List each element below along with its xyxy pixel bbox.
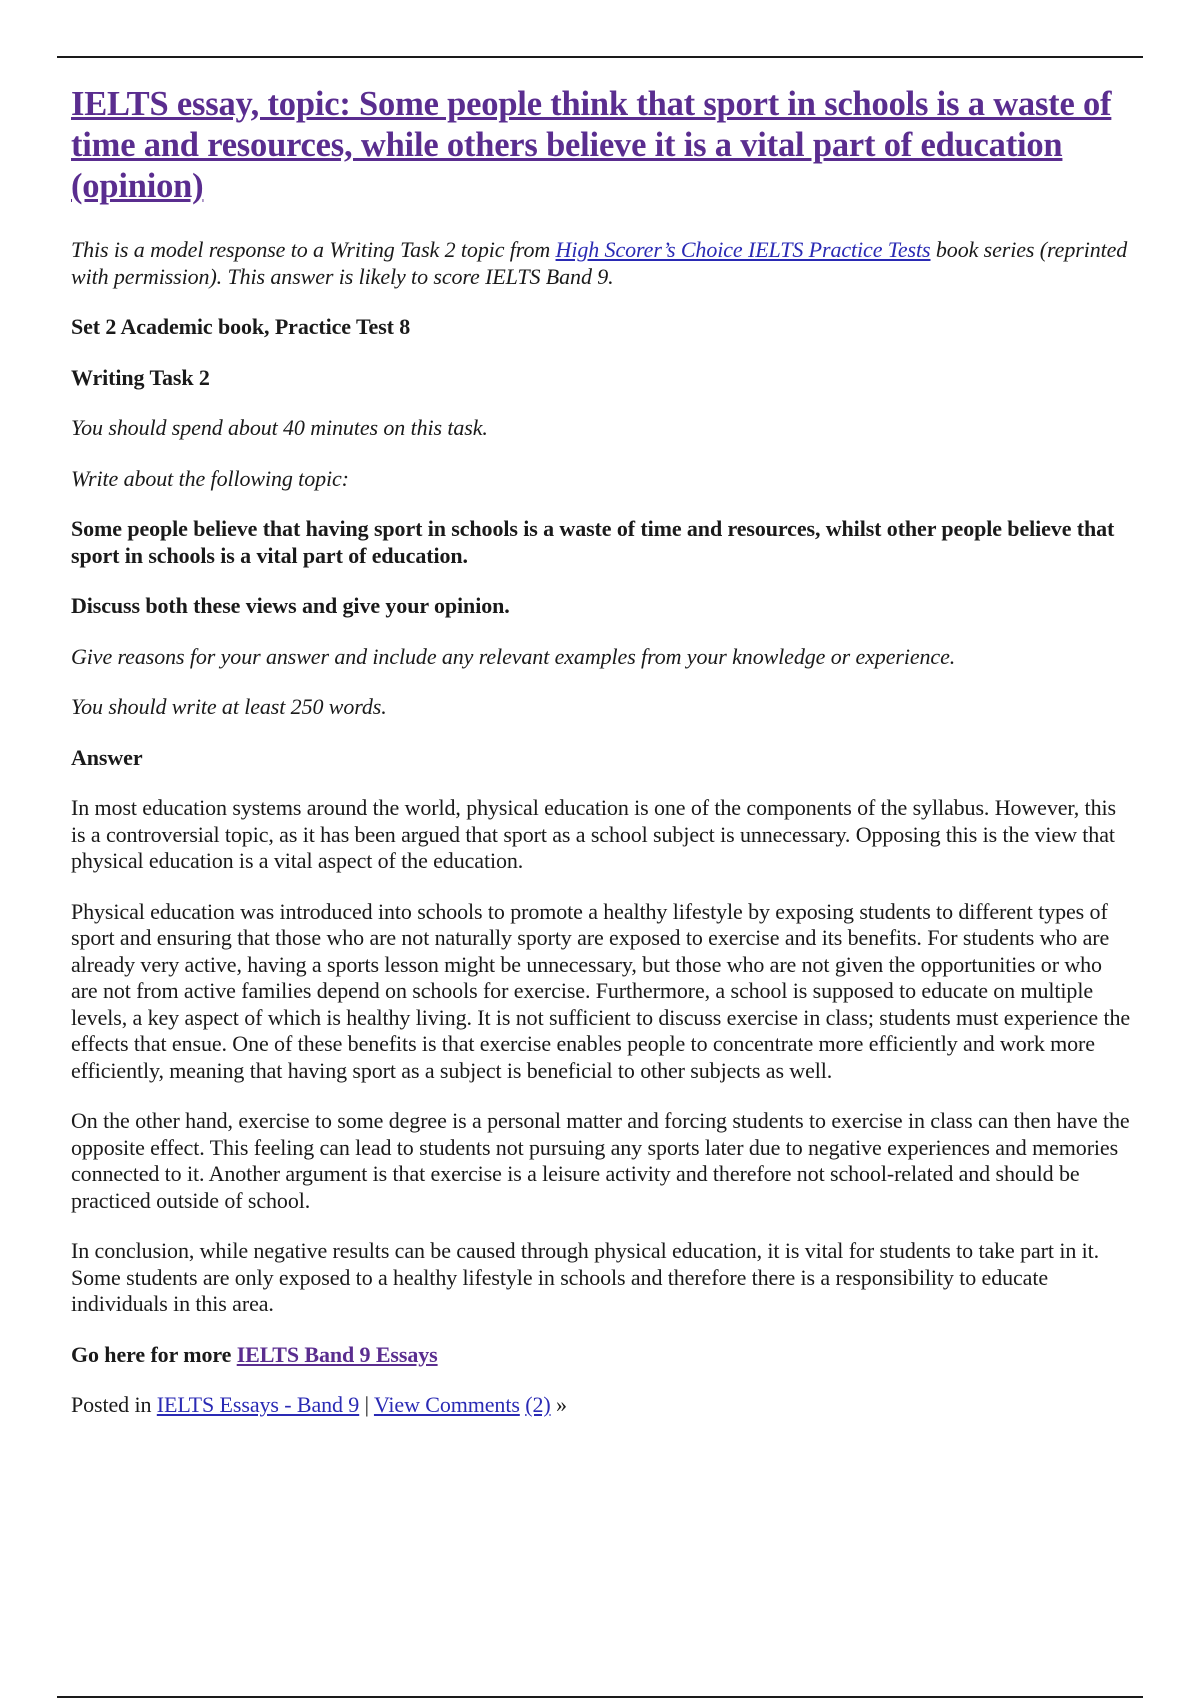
intro-suffix: book series (reprinted with permission). This answer is likely to score IELTS Band 9. [71, 237, 1128, 289]
word-instruction: You should write at least 250 words. [71, 694, 387, 719]
topic-instruction: Write about the following topic: [71, 465, 349, 491]
footer-separator: | [359, 1392, 374, 1417]
article [71, 84, 1131, 1419]
task-label: Writing Task 2 [71, 364, 210, 390]
answer-paragraph-2: Physical education was introduced into schools to promote a healthy lifestyle by exposing students to different types of sport and ensuring that those who are not naturally sporty are exposed to exercise and its benefits. For students who are already very active, having a sports lesson might be unnecessary, but those who are not given the opportunities or who are not from active families depend on schools for exercise. Furthermore, a school is supposed to educate on multiple levels, a key aspect of which is healthy living. It is not sufficient to discuss exercise in class; students must experience the effects that ensue. One of these benefits is that exercise enables people to concentrate more efficiently and work more efficiently, meaning that having sport as a subject is beneficial to other subjects as well. [71, 898, 1131, 1083]
footer-trail: » [550, 1392, 567, 1417]
intro-note [71, 237, 1131, 290]
essay-prompt: Some people believe that having sport in schools is a waste of time and resources, whilst other people believe that sport in schools is a vital part of education. [71, 516, 1115, 568]
article-title [71, 84, 1131, 207]
answer-paragraph-3: On the other hand, exercise to some degree is a personal matter and forcing students to exercise in class can then have the opposite effect. This feeling can lead to students not pursuing any sports later due to negative experiences and memories connected to it. Another argument is that exercise is a leisure activity and therefore not school-related and should be practiced outside of school. [71, 1108, 1130, 1213]
reasons-instruction: Give reasons for your answer and include any relevant examples from your knowledge or experience. [71, 643, 956, 669]
bottom-divider [57, 1696, 1143, 1698]
article-title-link[interactable]: IELTS essay, topic: Some people think that sport in schools is a waste of time and resources, while others believe it is a vital part of education (opinion) [71, 85, 1112, 205]
view-comments-link[interactable]: View Comments [373, 1392, 520, 1417]
more-prefix: Go here for more [71, 1341, 237, 1367]
posted-prefix: Posted in [71, 1392, 157, 1417]
discuss-instruction: Discuss both these views and give your opinion. [71, 593, 510, 618]
band9-essays-link[interactable]: IELTS Band 9 Essays [236, 1341, 438, 1367]
top-divider [57, 56, 1143, 58]
answer-paragraph-4: In conclusion, while negative results can be caused through physical education, it is vital for students to take part in it. Some students are only exposed to a healthy lifestyle in schools and therefore there is a responsibility to educate individuals in this area. [71, 1238, 1100, 1316]
post-footer [71, 1392, 1131, 1419]
intro-prefix: This is a model response to a Writing Task 2 topic from [71, 237, 556, 262]
answer-heading: Answer [71, 744, 143, 770]
category-link[interactable]: IELTS Essays - Band 9 [156, 1392, 360, 1417]
time-instruction: You should spend about 40 minutes on this task. [71, 415, 488, 440]
comments-count-link[interactable]: (2) [525, 1392, 551, 1417]
practice-tests-link[interactable]: High Scorer’s Choice IELTS Practice Tests [555, 237, 931, 262]
answer-paragraph-1: In most education systems around the world, physical education is one of the components of the syllabus. However, this is a controversial topic, as it has been argued that sport as a school subject is unnecessary. Opposing this is the view that physical education is a vital aspect of the education. [71, 795, 1116, 873]
more-essays-line [71, 1342, 1131, 1369]
set-label: Set 2 Academic book, Practice Test 8 [71, 314, 411, 339]
